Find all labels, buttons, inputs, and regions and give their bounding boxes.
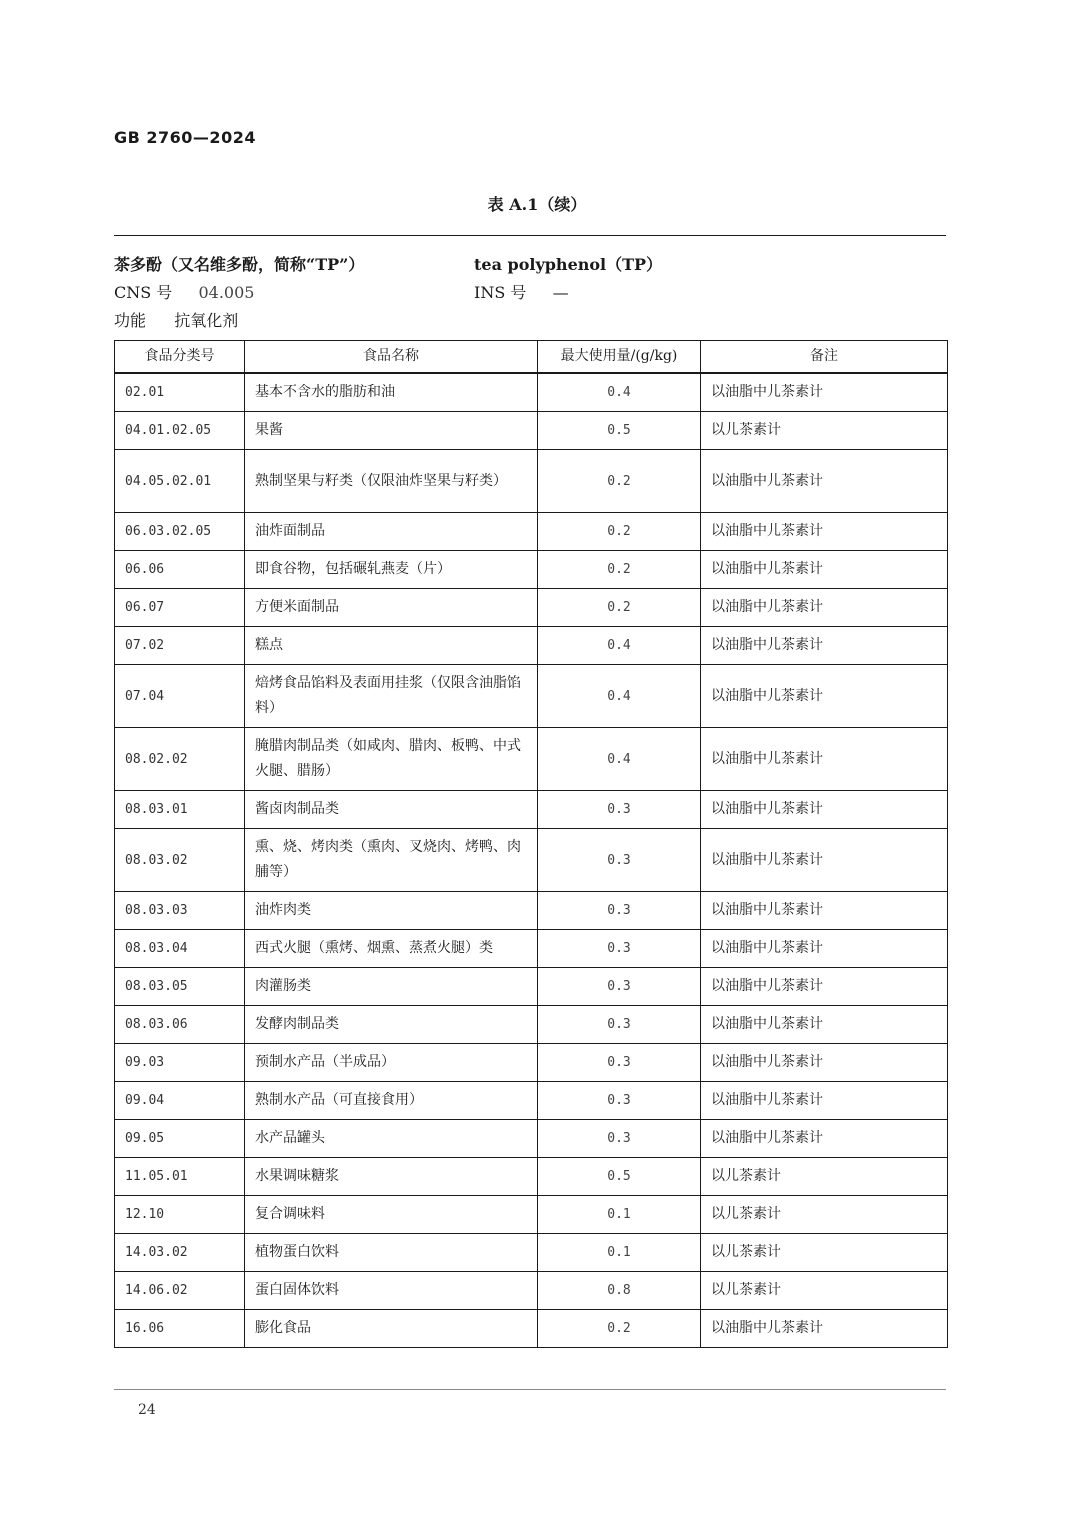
- food-name-cell: 水果调味糖浆: [245, 1158, 538, 1196]
- food-name-cell: 植物蛋白饮料: [245, 1234, 538, 1272]
- food-category-code-cell: 07.04: [115, 665, 245, 728]
- table-row: [115, 791, 948, 829]
- table-row: [115, 1234, 948, 1272]
- food-category-code-cell: 09.04: [115, 1082, 245, 1120]
- table-row: [115, 627, 948, 665]
- table-row: [115, 1196, 948, 1234]
- remark-cell: 以油脂中儿茶素计: [701, 1120, 948, 1158]
- food-category-code-cell: 08.03.03: [115, 892, 245, 930]
- food-name-cell: 酱卤肉制品类: [245, 791, 538, 829]
- food-category-code-cell: 08.03.01: [115, 791, 245, 829]
- food-name-cell: 肉灌肠类: [245, 968, 538, 1006]
- remark-cell: 以油脂中儿茶素计: [701, 930, 948, 968]
- max-usage-cell: 0.4: [538, 665, 701, 728]
- ins-value: —: [552, 283, 569, 302]
- max-usage-cell: 0.3: [538, 791, 701, 829]
- table-row: [115, 373, 948, 412]
- food-name-cell: 蛋白固体饮料: [245, 1272, 538, 1310]
- standard-code: GB 2760—2024: [114, 128, 256, 147]
- food-name-cell: 水产品罐头: [245, 1120, 538, 1158]
- table-row: [115, 665, 948, 728]
- max-usage-cell: 0.3: [538, 892, 701, 930]
- food-name-cell: 即食谷物，包括碾轧燕麦（片）: [245, 551, 538, 589]
- function-value: 抗氧化剂: [174, 311, 239, 330]
- remark-cell: 以油脂中儿茶素计: [701, 892, 948, 930]
- column-header: 备注: [701, 341, 948, 374]
- food-category-code-cell: 02.01: [115, 373, 245, 412]
- food-name-cell: 果酱: [245, 412, 538, 450]
- cns-value: 04.005: [198, 283, 255, 302]
- remark-cell: 以油脂中儿茶素计: [701, 1044, 948, 1082]
- additive-name-cn: 茶多酚（又名维多酚，简称“TP”）: [114, 255, 365, 274]
- remark-cell: 以油脂中儿茶素计: [701, 450, 948, 513]
- food-category-code-cell: 14.03.02: [115, 1234, 245, 1272]
- table-row: [115, 551, 948, 589]
- max-usage-cell: 0.4: [538, 627, 701, 665]
- page-number: 24: [138, 1402, 156, 1418]
- food-category-code-cell: 11.05.01: [115, 1158, 245, 1196]
- food-name-cell: 熟制水产品（可直接食用）: [245, 1082, 538, 1120]
- food-name-cell: 发酵肉制品类: [245, 1006, 538, 1044]
- food-name-cell: 方便米面制品: [245, 589, 538, 627]
- food-name-cell: 糕点: [245, 627, 538, 665]
- remark-cell: 以油脂中儿茶素计: [701, 829, 948, 892]
- table-header-row: [115, 341, 948, 374]
- remark-cell: 以油脂中儿茶素计: [701, 513, 948, 551]
- remark-cell: 以儿茶素计: [701, 1272, 948, 1310]
- food-category-code-cell: 07.02: [115, 627, 245, 665]
- food-category-code-cell: 14.06.02: [115, 1272, 245, 1310]
- max-usage-cell: 0.3: [538, 1082, 701, 1120]
- remark-cell: 以油脂中儿茶素计: [701, 551, 948, 589]
- food-category-code-cell: 08.03.04: [115, 930, 245, 968]
- table-caption: 表 A.1（续）: [487, 195, 587, 214]
- remark-cell: 以儿茶素计: [701, 1196, 948, 1234]
- food-category-code-cell: 06.07: [115, 589, 245, 627]
- table-row: [115, 450, 948, 513]
- max-usage-cell: 0.1: [538, 1234, 701, 1272]
- remark-cell: 以油脂中儿茶素计: [701, 665, 948, 728]
- food-name-cell: 油炸面制品: [245, 513, 538, 551]
- max-usage-cell: 0.2: [538, 1310, 701, 1348]
- ins-label: INS 号: [474, 283, 527, 302]
- food-name-cell: 熟制坚果与籽类（仅限油炸坚果与籽类）: [245, 450, 538, 513]
- food-name-cell: 油炸肉类: [245, 892, 538, 930]
- food-name-cell: 西式火腿（熏烤、烟熏、蒸煮火腿）类: [245, 930, 538, 968]
- max-usage-cell: 0.3: [538, 1044, 701, 1082]
- remark-cell: 以油脂中儿茶素计: [701, 589, 948, 627]
- food-category-code-cell: 06.03.02.05: [115, 513, 245, 551]
- additive-usage-table: [114, 340, 948, 1348]
- max-usage-cell: 0.3: [538, 968, 701, 1006]
- max-usage-cell: 0.2: [538, 551, 701, 589]
- food-category-code-cell: 12.10: [115, 1196, 245, 1234]
- max-usage-cell: 0.2: [538, 450, 701, 513]
- food-category-code-cell: 08.03.06: [115, 1006, 245, 1044]
- table-row: [115, 513, 948, 551]
- max-usage-cell: 0.4: [538, 728, 701, 791]
- remark-cell: 以油脂中儿茶素计: [701, 373, 948, 412]
- remark-cell: 以油脂中儿茶素计: [701, 791, 948, 829]
- table-row: [115, 1310, 948, 1348]
- food-category-code-cell: 08.03.05: [115, 968, 245, 1006]
- top-rule-divider: [114, 235, 946, 236]
- max-usage-cell: 0.3: [538, 829, 701, 892]
- food-name-cell: 熏、烧、烤肉类（熏肉、叉烧肉、烤鸭、肉脯等）: [245, 829, 538, 892]
- table-row: [115, 1082, 948, 1120]
- table-row: [115, 930, 948, 968]
- food-category-code-cell: 04.01.02.05: [115, 412, 245, 450]
- remark-cell: 以油脂中儿茶素计: [701, 728, 948, 791]
- max-usage-cell: 0.1: [538, 1196, 701, 1234]
- table-row: [115, 1006, 948, 1044]
- food-category-code-cell: 04.05.02.01: [115, 450, 245, 513]
- column-header: 最大使用量/(g/kg): [538, 341, 701, 374]
- food-category-code-cell: 08.03.02: [115, 829, 245, 892]
- food-category-code-cell: 09.03: [115, 1044, 245, 1082]
- remark-cell: 以油脂中儿茶素计: [701, 1082, 948, 1120]
- food-category-code-cell: 09.05: [115, 1120, 245, 1158]
- remark-cell: 以儿茶素计: [701, 1234, 948, 1272]
- table-row: [115, 1044, 948, 1082]
- max-usage-cell: 0.8: [538, 1272, 701, 1310]
- cns-label: CNS 号: [114, 283, 173, 302]
- additive-name-en: tea polyphenol（TP）: [474, 255, 663, 274]
- table-row: [115, 968, 948, 1006]
- table-row: [115, 412, 948, 450]
- food-name-cell: 预制水产品（半成品）: [245, 1044, 538, 1082]
- remark-cell: 以儿茶素计: [701, 412, 948, 450]
- ins-number: [474, 283, 569, 303]
- remark-cell: 以油脂中儿茶素计: [701, 1006, 948, 1044]
- food-category-code-cell: 06.06: [115, 551, 245, 589]
- max-usage-cell: 0.3: [538, 930, 701, 968]
- table-row: [115, 892, 948, 930]
- food-name-cell: 复合调味料: [245, 1196, 538, 1234]
- food-category-code-cell: 08.02.02: [115, 728, 245, 791]
- food-category-code-cell: 16.06: [115, 1310, 245, 1348]
- table-row: [115, 1120, 948, 1158]
- remark-cell: 以油脂中儿茶素计: [701, 1310, 948, 1348]
- max-usage-cell: 0.2: [538, 589, 701, 627]
- remark-cell: 以油脂中儿茶素计: [701, 968, 948, 1006]
- food-name-cell: 膨化食品: [245, 1310, 538, 1348]
- remark-cell: 以儿茶素计: [701, 1158, 948, 1196]
- cns-number: [114, 283, 254, 303]
- function-line: [114, 311, 238, 331]
- table-row: [115, 728, 948, 791]
- remark-cell: 以油脂中儿茶素计: [701, 627, 948, 665]
- max-usage-cell: 0.5: [538, 1158, 701, 1196]
- food-name-cell: 焙烤食品馅料及表面用挂浆（仅限含油脂馅料）: [245, 665, 538, 728]
- table-row: [115, 1158, 948, 1196]
- column-header: 食品分类号: [115, 341, 245, 374]
- max-usage-cell: 0.2: [538, 513, 701, 551]
- food-name-cell: 基本不含水的脂肪和油: [245, 373, 538, 412]
- max-usage-cell: 0.3: [538, 1120, 701, 1158]
- footer-divider: [114, 1389, 946, 1390]
- max-usage-cell: 0.5: [538, 412, 701, 450]
- table-row: [115, 1272, 948, 1310]
- food-name-cell: 腌腊肉制品类（如咸肉、腊肉、板鸭、中式火腿、腊肠）: [245, 728, 538, 791]
- column-header: 食品名称: [245, 341, 538, 374]
- table-row: [115, 829, 948, 892]
- table-row: [115, 589, 948, 627]
- function-label: 功能: [114, 311, 147, 330]
- max-usage-cell: 0.4: [538, 373, 701, 412]
- max-usage-cell: 0.3: [538, 1006, 701, 1044]
